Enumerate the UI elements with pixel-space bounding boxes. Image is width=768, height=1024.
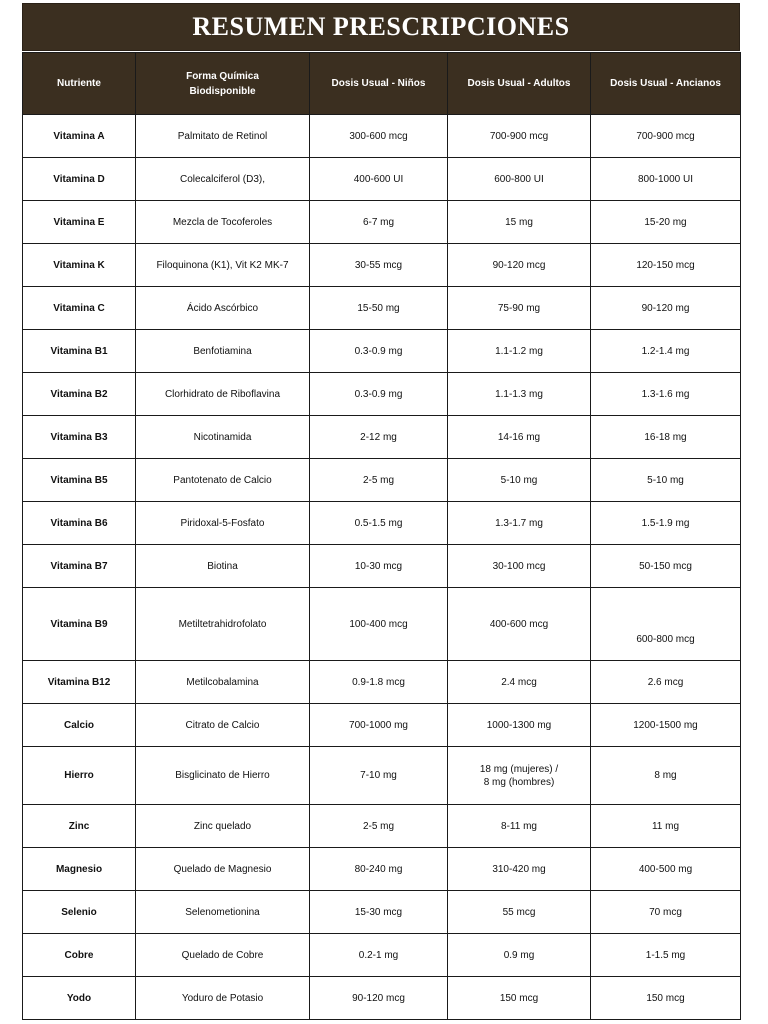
table-row [23,661,741,704]
header-form-line1: Forma Química [186,70,259,82]
elderly-dose-cell: 5-10 mg [591,459,741,502]
table-row [23,545,741,588]
nutrient-cell: Hierro [23,747,136,805]
table-row [23,704,741,747]
header-adults-dose: Dosis Usual - Adultos [448,53,591,115]
form-cell: Metilcobalamina [136,661,310,704]
nutrient-cell: Yodo [23,977,136,1020]
nutrient-cell: Calcio [23,704,136,747]
nutrient-cell: Vitamina D [23,158,136,201]
form-cell: Ácido Ascórbico [136,287,310,330]
adults-dose-cell: 14-16 mg [448,416,591,459]
adults-dose-cell: 1.1-1.2 mg [448,330,591,373]
elderly-dose-cell: 1.2-1.4 mg [591,330,741,373]
kids-dose-cell: 0.5-1.5 mg [310,502,448,545]
table-row [23,977,741,1020]
title-bar [22,3,740,51]
form-cell: Bisglicinato de Hierro [136,747,310,805]
table-row [23,805,741,848]
kids-dose-cell: 0.2-1 mg [310,934,448,977]
adults-dose-line1: 18 mg (mujeres) / [479,763,559,775]
elderly-dose-cell: 50-150 mcg [591,545,741,588]
elderly-dose-cell: 150 mcg [591,977,741,1020]
table-row [23,848,741,891]
table-row [23,934,741,977]
nutrient-cell: Vitamina B9 [23,588,136,661]
adults-dose-line2: 8 mg (hombres) [483,776,555,788]
nutrient-cell: Vitamina B3 [23,416,136,459]
form-cell: Filoquinona (K1), Vit K2 MK-7 [136,244,310,287]
nutrient-cell: Vitamina C [23,287,136,330]
form-cell: Clorhidrato de Riboflavina [136,373,310,416]
table-row [23,588,741,661]
form-cell: Zinc quelado [136,805,310,848]
nutrient-cell: Magnesio [23,848,136,891]
kids-dose-cell: 90-120 mcg [310,977,448,1020]
table-row [23,891,741,934]
header-elderly-dose: Dosis Usual - Ancianos [591,53,741,115]
elderly-dose-cell: 120-150 mcg [591,244,741,287]
form-cell: Benfotiamina [136,330,310,373]
adults-dose-cell: 310-420 mg [448,848,591,891]
nutrient-cell: Zinc [23,805,136,848]
elderly-dose-cell: 90-120 mg [591,287,741,330]
nutrient-cell: Vitamina E [23,201,136,244]
kids-dose-cell: 10-30 mcg [310,545,448,588]
kids-dose-cell: 30-55 mcg [310,244,448,287]
form-cell: Metiltetrahidrofolato [136,588,310,661]
form-cell: Citrato de Calcio [136,704,310,747]
adults-dose-cell: 0.9 mg [448,934,591,977]
table-row [23,502,741,545]
nutrient-cell: Selenio [23,891,136,934]
adults-dose-cell: 700-900 mcg [448,115,591,158]
kids-dose-cell: 700-1000 mg [310,704,448,747]
adults-dose-cell: 55 mcg [448,891,591,934]
elderly-dose-cell: 8 mg [591,747,741,805]
kids-dose-cell: 15-50 mg [310,287,448,330]
form-cell: Mezcla de Tocoferoles [136,201,310,244]
table-row [23,373,741,416]
adults-dose-cell: 90-120 mcg [448,244,591,287]
form-cell: Biotina [136,545,310,588]
form-cell: Piridoxal-5-Fosfato [136,502,310,545]
kids-dose-cell: 15-30 mcg [310,891,448,934]
form-cell: Quelado de Magnesio [136,848,310,891]
kids-dose-cell: 0.3-0.9 mg [310,373,448,416]
header-kids-dose: Dosis Usual - Niños [310,53,448,115]
adults-dose-cell: 1.3-1.7 mg [448,502,591,545]
form-cell: Yoduro de Potasio [136,977,310,1020]
elderly-dose-cell: 800-1000 UI [591,158,741,201]
adults-dose-cell: 1.1-1.3 mg [448,373,591,416]
table-row [23,330,741,373]
table-row [23,244,741,287]
nutrient-cell: Vitamina A [23,115,136,158]
kids-dose-cell: 7-10 mg [310,747,448,805]
kids-dose-cell: 100-400 mcg [310,588,448,661]
kids-dose-cell: 2-5 mg [310,805,448,848]
nutrient-cell: Vitamina B7 [23,545,136,588]
kids-dose-cell: 300-600 mcg [310,115,448,158]
elderly-dose-cell: 400-500 mg [591,848,741,891]
prescription-summary-sheet [22,3,740,1020]
elderly-dose-cell: 70 mcg [591,891,741,934]
elderly-dose-cell: 1200-1500 mg [591,704,741,747]
elderly-dose-cell: 11 mg [591,805,741,848]
adults-dose-cell: 150 mcg [448,977,591,1020]
form-cell: Nicotinamida [136,416,310,459]
adults-dose-cell: 5-10 mg [448,459,591,502]
adults-dose-cell: 15 mg [448,201,591,244]
form-cell: Colecalciferol (D3), [136,158,310,201]
elderly-dose-cell: 16-18 mg [591,416,741,459]
table-row [23,459,741,502]
nutrient-cell: Vitamina K [23,244,136,287]
nutrient-cell: Vitamina B12 [23,661,136,704]
nutrient-cell: Vitamina B5 [23,459,136,502]
kids-dose-cell: 2-5 mg [310,459,448,502]
nutrient-cell: Vitamina B6 [23,502,136,545]
elderly-dose-cell: 1-1.5 mg [591,934,741,977]
header-form-line2: Biodisponible [189,85,256,97]
adults-dose-cell: 1000-1300 mg [448,704,591,747]
elderly-dose-cell: 700-900 mcg [591,115,741,158]
form-cell: Pantotenato de Calcio [136,459,310,502]
kids-dose-cell: 2-12 mg [310,416,448,459]
kids-dose-cell: 0.3-0.9 mg [310,330,448,373]
elderly-dose-cell: 1.3-1.6 mg [591,373,741,416]
page-title: RESUMEN PRESCRIPCIONES [192,12,570,41]
elderly-dose-cell: 600-800 mcg [591,588,741,661]
kids-dose-cell: 400-600 UI [310,158,448,201]
adults-dose-cell: 75-90 mg [448,287,591,330]
form-cell: Selenometionina [136,891,310,934]
nutrient-cell: Cobre [23,934,136,977]
elderly-dose-cell: 2.6 mcg [591,661,741,704]
table-row [23,115,741,158]
elderly-dose-cell: 15-20 mg [591,201,741,244]
adults-dose-cell: 400-600 mcg [448,588,591,661]
adults-dose-cell: 2.4 mcg [448,661,591,704]
nutrient-cell: Vitamina B2 [23,373,136,416]
kids-dose-cell: 80-240 mg [310,848,448,891]
table-row [23,287,741,330]
form-cell: Palmitato de Retinol [136,115,310,158]
form-cell: Quelado de Cobre [136,934,310,977]
adults-dose-cell: 8-11 mg [448,805,591,848]
table-row [23,158,741,201]
table-row [23,416,741,459]
prescription-table [22,52,741,1020]
header-form [136,53,310,115]
header-nutrient: Nutriente [23,53,136,115]
table-row [23,747,741,805]
elderly-dose-cell: 1.5-1.9 mg [591,502,741,545]
kids-dose-cell: 0.9-1.8 mcg [310,661,448,704]
table-header-row [23,53,741,115]
adults-dose-cell [448,747,591,805]
table-row [23,201,741,244]
nutrient-cell: Vitamina B1 [23,330,136,373]
adults-dose-cell: 30-100 mcg [448,545,591,588]
adults-dose-cell: 600-800 UI [448,158,591,201]
kids-dose-cell: 6-7 mg [310,201,448,244]
